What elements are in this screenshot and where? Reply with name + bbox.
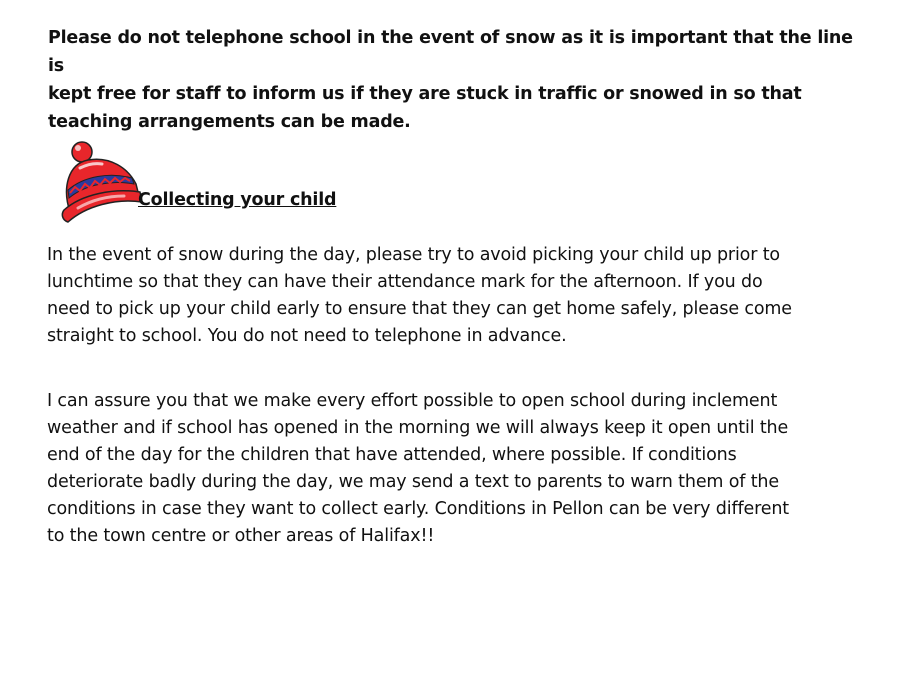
notice-line-3: teaching arrangements can be made. <box>48 112 411 132</box>
snow-telephone-notice <box>48 24 858 136</box>
notice-line-1: Please do not telephone school in the event of snow as it is important that the line is <box>48 28 853 76</box>
notice-line-2: kept free for staff to inform us if they are stuck in traffic or snowed in so that <box>48 84 802 104</box>
woolly-hat-icon <box>58 138 144 228</box>
paragraph-school-opening: I can assure you that we make every effort possible to open school during inclement weather and if school has opened in the morning we will always keep it open until the end of the day for the children that have attended, where possible. If conditions deteriorate badly during the day, we may send a text to parents to warn them of the conditions in case they want to collect early. Conditions in Pellon can be very different to the town centre or other areas of Halifax!! <box>47 391 790 546</box>
paragraph-collecting-early: In the event of snow during the day, please try to avoid picking your child up prior to lunchtime so that they can have their attendance mark for the afternoon. If you do need to pick up your child early to ensure that they can get home safely, please come straight to school. You do not need to telephone in advance. <box>47 245 792 346</box>
section-heading: Collecting your child <box>138 190 337 210</box>
